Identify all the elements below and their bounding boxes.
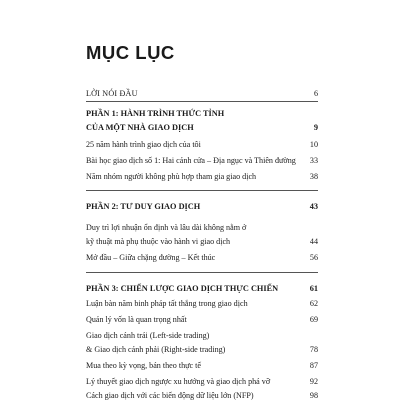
entry-title: Bài học giao dịch số 1: Hai cảnh cửa – Địa ngục và Thiên đường [86,156,296,165]
entry-title: Lý thuyết giao dịch ngược xu hướng và giao dịch phá vỡ [86,377,271,386]
entry-title: Mở đầu – Giữa chặng đường – Kết thúc [86,253,216,262]
toc-entry[interactable] [86,297,318,311]
toc-entry[interactable] [86,375,318,389]
entry-title-line-1: Giao dịch cánh trái (Left-side trading) [86,331,210,340]
toc-entry[interactable] [86,221,318,235]
entry-page: 62 [309,299,318,308]
toc-entry[interactable] [86,154,318,168]
entry-title: Quản lý vốn là quan trọng nhất [86,315,187,324]
part-title: PHẦN 3: CHIẾN LƯỢC GIAO DỊCH THỰC CHIẾN [86,284,279,293]
toc-entry-intro[interactable] [86,87,318,101]
entry-title: Năm nhóm người không phù hợp tham gia giao dịch [86,172,257,181]
toc-entry[interactable] [86,313,318,327]
entry-page: 38 [309,172,318,181]
part-page: 9 [313,123,318,132]
entry-title: Luận bàn năm binh pháp tất thắng trong giao dịch [86,299,248,308]
entry-title-line-2: & Giao dịch cánh phải (Right-side trading) [86,345,226,354]
toc-part-1-heading[interactable] [86,107,318,121]
entry-title: LỜI NÓI ĐẦU [86,89,138,98]
toc-entry-line-2[interactable] [86,343,318,357]
section-divider [86,190,318,191]
entry-page: 44 [309,237,318,246]
entry-title: 25 năm hành trình giao dịch của tôi [86,140,201,149]
entry-title-line-1: Duy trì lợi nhuận ổn định và lâu dài không nằm ở [86,223,247,232]
section-divider [86,272,318,273]
toc-entry[interactable] [86,389,318,400]
toc-entry-line-2[interactable] [86,235,318,249]
toc-title: MỤC LỤC [86,42,175,63]
toc-entry[interactable] [86,138,318,152]
toc-entry[interactable] [86,329,318,343]
part-title-line-2: CỦA MỘT NHÀ GIAO DỊCH [86,123,194,132]
entry-page: 69 [309,315,318,324]
part-title-line-1: PHẦN 1: HÀNH TRÌNH THỨC TỈNH [86,109,225,118]
entry-page: 78 [309,345,318,354]
entry-page: 98 [309,391,318,400]
entry-page: 10 [309,140,318,149]
entry-page: 33 [309,156,318,165]
entry-title-line-2: kỹ thuật mà phụ thuộc vào hành vi giao dịch [86,237,231,246]
toc-entry[interactable] [86,359,318,373]
entry-title: Cách giao dịch với các biến động dữ liệu lớn (NFP) [86,391,254,400]
toc-part-2-heading[interactable] [86,200,318,214]
toc-entry[interactable] [86,251,318,265]
part-title: PHẦN 2: TƯ DUY GIAO DỊCH [86,202,201,211]
entry-page: 56 [309,253,318,262]
entry-page: 6 [313,89,318,98]
entry-title: Mua theo kỳ vọng, bán theo thực tế [86,361,201,370]
section-divider [86,101,318,102]
part-page: 43 [309,202,318,211]
toc-part-3-heading[interactable] [86,282,318,296]
toc-part-1-heading-line-2[interactable] [86,121,318,135]
toc-entry[interactable] [86,170,318,184]
entry-page: 87 [309,361,318,370]
entry-page: 92 [309,377,318,386]
part-page: 61 [309,284,318,293]
